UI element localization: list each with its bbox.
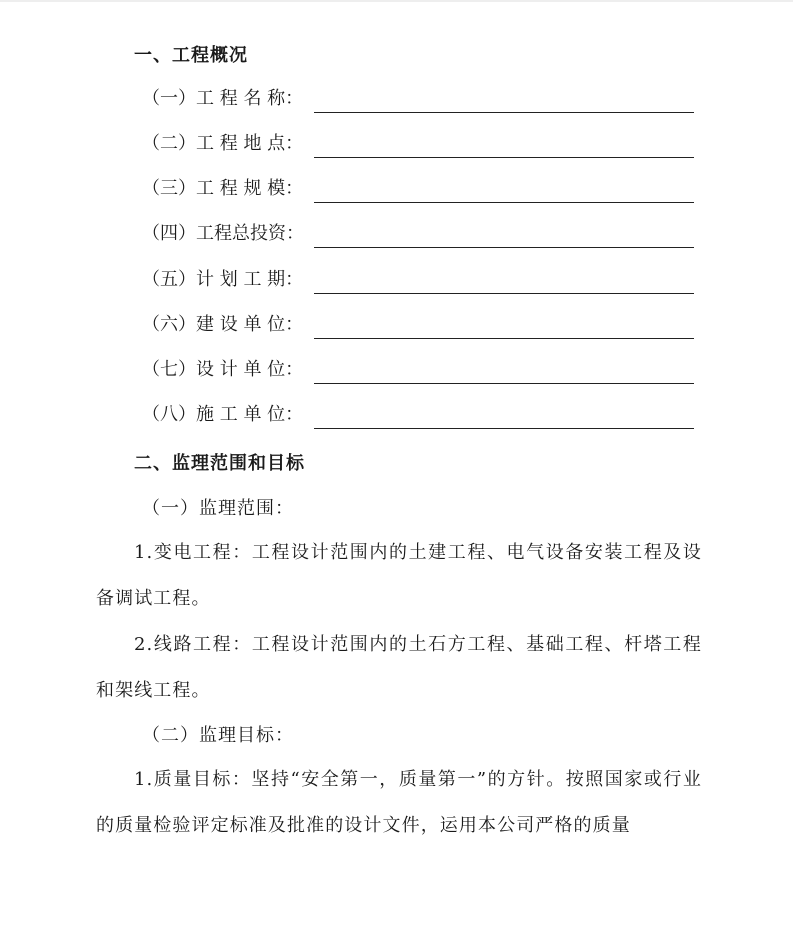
field-label: （六）建 设 单 位： [142,314,304,335]
field-label: （八）施 工 单 位： [142,404,304,425]
section-heading-overview: 一、工程概况 [134,45,248,66]
subheading-scope: （一）监理范围： [142,498,294,519]
subheading-goals: （二）监理目标： [142,725,294,746]
field-planned-duration [142,266,702,294]
paragraph-quality-goal: 1.质量目标：坚持“安全第一，质量第一”的方针。按照国家或行业的质量检验评定标准及批准的设计文件，运用本公司严格的质量 [96,769,702,836]
field-label: （四）工程总投资： [142,223,304,244]
field-construction-owner [142,311,702,339]
top-divider [0,0,793,2]
field-contractor [142,401,702,429]
fill-in-line[interactable] [314,382,694,384]
field-project-name [142,85,702,113]
field-label: （三）工 程 规 模： [142,178,304,199]
paragraph-substation: 1.变电工程：工程设计范围内的土建工程、电气设备安装工程及设备调试工程。 [96,542,702,609]
fill-in-line[interactable] [314,111,694,113]
field-design-unit [142,356,702,384]
section-heading-scope-and-goals: 二、监理范围和目标 [134,453,305,474]
field-label: （七）设 计 单 位： [142,359,304,380]
fill-in-line[interactable] [314,246,694,248]
field-project-scale [142,175,702,203]
fill-in-line[interactable] [314,427,694,429]
field-project-location [142,130,702,158]
field-label: （二）工 程 地 点： [142,133,304,154]
fill-in-line[interactable] [314,337,694,339]
field-label: （一）工 程 名 称： [142,88,304,109]
field-total-investment [142,220,702,248]
fill-in-line[interactable] [314,292,694,294]
fill-in-line[interactable] [314,201,694,203]
paragraph-line-works: 2.线路工程：工程设计范围内的土石方工程、基础工程、杆塔工程和架线工程。 [96,634,702,701]
field-label: （五）计 划 工 期： [142,269,304,290]
fill-in-line[interactable] [314,156,694,158]
